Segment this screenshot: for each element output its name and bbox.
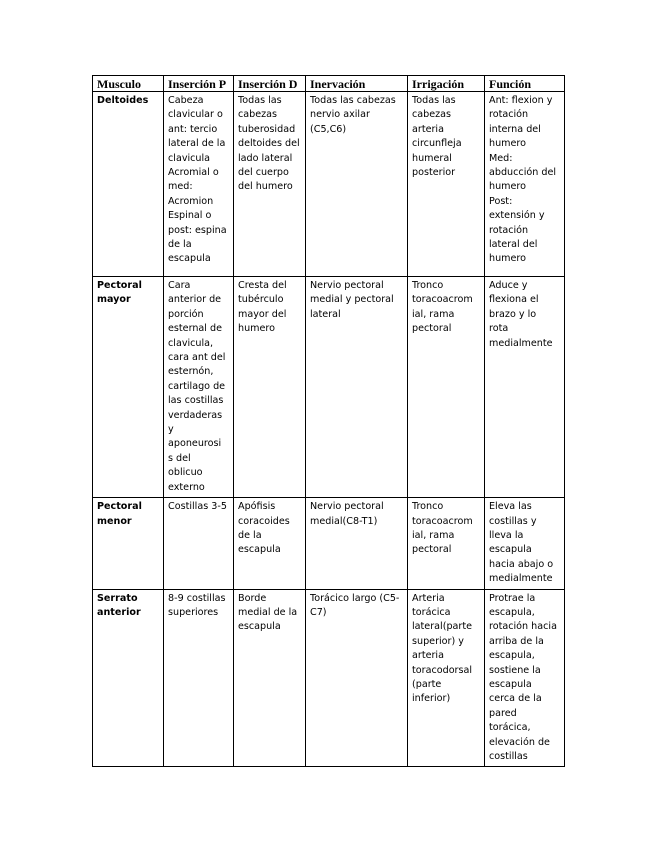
cell-line: toracoacrom xyxy=(412,515,473,527)
cell-line: de la xyxy=(238,529,262,541)
cell-line: escapula, xyxy=(489,650,535,662)
cell-line: elevación de xyxy=(489,736,550,748)
cell-line: verdaderas xyxy=(168,409,223,421)
cell-line: arriba de la xyxy=(489,635,544,647)
cell-line: extensión y xyxy=(489,210,545,222)
cell-line: las costillas xyxy=(168,395,224,407)
cell-line: de la xyxy=(168,239,192,251)
cell-line: esternal de xyxy=(168,323,223,335)
cell-line: escapula xyxy=(238,621,281,633)
cell-insercion-p xyxy=(164,277,234,498)
cell-insercion-d xyxy=(234,92,306,277)
cell-funcion xyxy=(485,277,565,498)
cell-line: ant: tercio xyxy=(168,123,218,135)
cell-line: Aduce y xyxy=(489,280,528,291)
cell-line: cerca de la xyxy=(489,693,542,705)
cell-line: toracoacrom xyxy=(412,294,473,306)
cell-line: Todas las xyxy=(238,95,282,106)
cell-line: Apófisis xyxy=(238,501,276,513)
table-row xyxy=(93,92,565,277)
cell-line: oblicuo xyxy=(168,467,203,479)
cell-line: Cara xyxy=(168,280,191,291)
cell-musculo xyxy=(93,92,164,277)
cell-line: C7) xyxy=(310,606,327,618)
cell-line: medialmente xyxy=(489,337,553,349)
cell-line: hacia abajo o xyxy=(489,558,554,570)
cell-line: humero xyxy=(489,253,527,265)
cell-line: escapula xyxy=(168,253,211,265)
cell-line: lateral de la xyxy=(168,138,226,150)
cell-line: superiores xyxy=(168,606,219,618)
cell-line: (parte xyxy=(412,678,442,690)
cell-musculo xyxy=(93,277,164,498)
cell-line: pectoral xyxy=(412,544,452,556)
cell-line: Todas las cabezas xyxy=(310,95,396,106)
cell-line: anterior de xyxy=(168,294,222,306)
cell-line: flexiona el xyxy=(489,294,539,306)
cell-line: rotación xyxy=(489,224,529,236)
cell-line: lateral xyxy=(310,308,341,320)
cell-line: mayor xyxy=(97,294,131,306)
cell-line: posterior xyxy=(412,167,456,179)
table-body xyxy=(93,92,565,767)
cell-line: humero xyxy=(489,181,527,193)
cell-line: med: xyxy=(168,181,193,193)
cell-line: anterior xyxy=(97,606,141,618)
cell-line: inferior) xyxy=(412,693,451,705)
cell-line: pectoral xyxy=(412,323,452,335)
cell-line: ial, rama xyxy=(412,308,455,320)
cell-irrigacion xyxy=(408,589,485,767)
cell-line: cabezas xyxy=(412,109,452,121)
cell-line: Pectoral xyxy=(97,280,142,291)
cell-line: Tronco xyxy=(412,280,444,291)
cell-line: escapula xyxy=(489,544,532,556)
cell-line: y xyxy=(168,424,174,436)
cell-line: Borde xyxy=(238,592,267,604)
cell-line: 8-9 costillas xyxy=(168,592,226,604)
cell-line: arteria xyxy=(412,123,444,135)
cell-irrigacion xyxy=(408,498,485,589)
cell-line: pared xyxy=(489,707,517,719)
cell-funcion xyxy=(485,92,565,277)
cell-line: torácica, xyxy=(489,722,531,734)
cell-line: esternón, xyxy=(168,366,214,378)
cell-insercion-d xyxy=(234,589,306,767)
table-row xyxy=(93,498,565,589)
cell-line: cartilago de xyxy=(168,380,226,392)
cell-line: Protrae la xyxy=(489,592,536,604)
cell-line: Pectoral xyxy=(97,501,142,513)
cell-inervacion xyxy=(306,498,408,589)
cell-line: post: espina xyxy=(168,224,227,236)
header-funcion: Función xyxy=(485,76,565,92)
cell-line: toracodorsal xyxy=(412,664,473,676)
header-insercion-p: Inserción P xyxy=(164,76,234,92)
cell-line: arteria xyxy=(412,650,444,662)
cell-line: del cuerpo xyxy=(238,167,289,179)
cell-line: lateral(parte xyxy=(412,621,473,633)
cell-line: clavicula xyxy=(168,152,211,164)
cell-line: Cresta del xyxy=(238,280,287,291)
header-insercion-d: Inserción D xyxy=(234,76,306,92)
cell-line: cara ant del xyxy=(168,352,226,364)
cell-inervacion xyxy=(306,92,408,277)
cell-line: lateral del xyxy=(489,239,538,251)
cell-line: Costillas 3-5 xyxy=(168,501,227,513)
table-row xyxy=(93,277,565,498)
cell-line: tubérculo xyxy=(238,294,284,306)
cell-line: Torácico largo (C5- xyxy=(310,592,400,604)
cell-line: Todas las xyxy=(412,95,456,106)
cell-line: humeral xyxy=(412,152,452,164)
cell-line: Tronco xyxy=(412,501,444,513)
cell-musculo xyxy=(93,498,164,589)
cell-line: brazo y lo xyxy=(489,308,537,320)
cell-line: rota xyxy=(489,323,509,335)
cell-line: costillas y xyxy=(489,515,537,527)
cell-insercion-p xyxy=(164,589,234,767)
cell-line: torácica xyxy=(412,606,451,618)
cell-line: escapula xyxy=(489,678,532,690)
cell-irrigacion xyxy=(408,92,485,277)
cell-line: ial, rama xyxy=(412,529,455,541)
cell-line: s del xyxy=(168,452,191,464)
table-header-row xyxy=(93,76,565,92)
cell-line: circunfleja xyxy=(412,138,462,150)
header-irrigacion: Irrigación xyxy=(408,76,485,92)
cell-line: tuberosidad xyxy=(238,123,296,135)
cell-line: deltoides del xyxy=(238,138,300,150)
cell-line: externo xyxy=(168,481,205,493)
cell-line: Espinal o xyxy=(168,210,212,222)
cell-line: menor xyxy=(97,515,132,527)
cell-line: Ant: flexion y xyxy=(489,95,553,106)
cell-line: del humero xyxy=(238,181,293,193)
cell-line: Post: xyxy=(489,195,513,207)
cell-line: aponeurosi xyxy=(168,438,222,450)
cell-irrigacion xyxy=(408,277,485,498)
cell-line: rotación xyxy=(489,109,529,121)
cell-line: coracoides xyxy=(238,515,290,527)
cell-line: Med: xyxy=(489,152,513,164)
cell-line: escapula xyxy=(238,544,281,556)
cell-line: medialmente xyxy=(489,573,553,585)
cell-line: porción xyxy=(168,308,204,320)
cell-line: clavicula, xyxy=(168,337,214,349)
cell-line: sostiene la xyxy=(489,664,541,676)
cell-insercion-p xyxy=(164,498,234,589)
cell-line: cabezas xyxy=(238,109,278,121)
cell-line: Acromial o xyxy=(168,167,219,179)
cell-insercion-p xyxy=(164,92,234,277)
cell-line: Deltoides xyxy=(97,95,149,106)
cell-line: Acromion xyxy=(168,195,214,207)
cell-funcion xyxy=(485,498,565,589)
cell-musculo xyxy=(93,589,164,767)
cell-line: humero xyxy=(238,323,276,335)
cell-inervacion xyxy=(306,277,408,498)
cell-line: medial de la xyxy=(238,606,298,618)
cell-line: interna del xyxy=(489,123,541,135)
cell-line: medial(C8-T1) xyxy=(310,515,378,527)
cell-line: rotación hacia xyxy=(489,621,557,633)
header-inervacion: Inervación xyxy=(306,76,408,92)
cell-line: Serrato xyxy=(97,592,138,604)
table-row xyxy=(93,589,565,767)
cell-line: Nervio pectoral xyxy=(310,280,384,291)
cell-line: abducción del xyxy=(489,167,557,179)
cell-insercion-d xyxy=(234,277,306,498)
cell-line: Eleva las xyxy=(489,501,532,513)
header-musculo: Musculo xyxy=(93,76,164,92)
cell-line: clavicular o xyxy=(168,109,223,121)
cell-line: escapula, xyxy=(489,606,535,618)
cell-line: medial y pectoral xyxy=(310,294,394,306)
cell-line: lado lateral xyxy=(238,152,293,164)
cell-funcion xyxy=(485,589,565,767)
cell-line: humero xyxy=(489,138,527,150)
cell-insercion-d xyxy=(234,498,306,589)
cell-line: mayor del xyxy=(238,308,287,320)
cell-line: Arteria xyxy=(412,592,445,604)
cell-line: Nervio pectoral xyxy=(310,501,384,513)
cell-line: superior) y xyxy=(412,635,464,647)
cell-line: lleva la xyxy=(489,529,524,541)
cell-line: nervio axilar xyxy=(310,109,370,121)
cell-line: costillas xyxy=(489,751,528,762)
cell-line: (C5,C6) xyxy=(310,123,347,135)
muscles-table xyxy=(92,75,565,767)
cell-line: Cabeza xyxy=(168,95,204,106)
cell-inervacion xyxy=(306,589,408,767)
